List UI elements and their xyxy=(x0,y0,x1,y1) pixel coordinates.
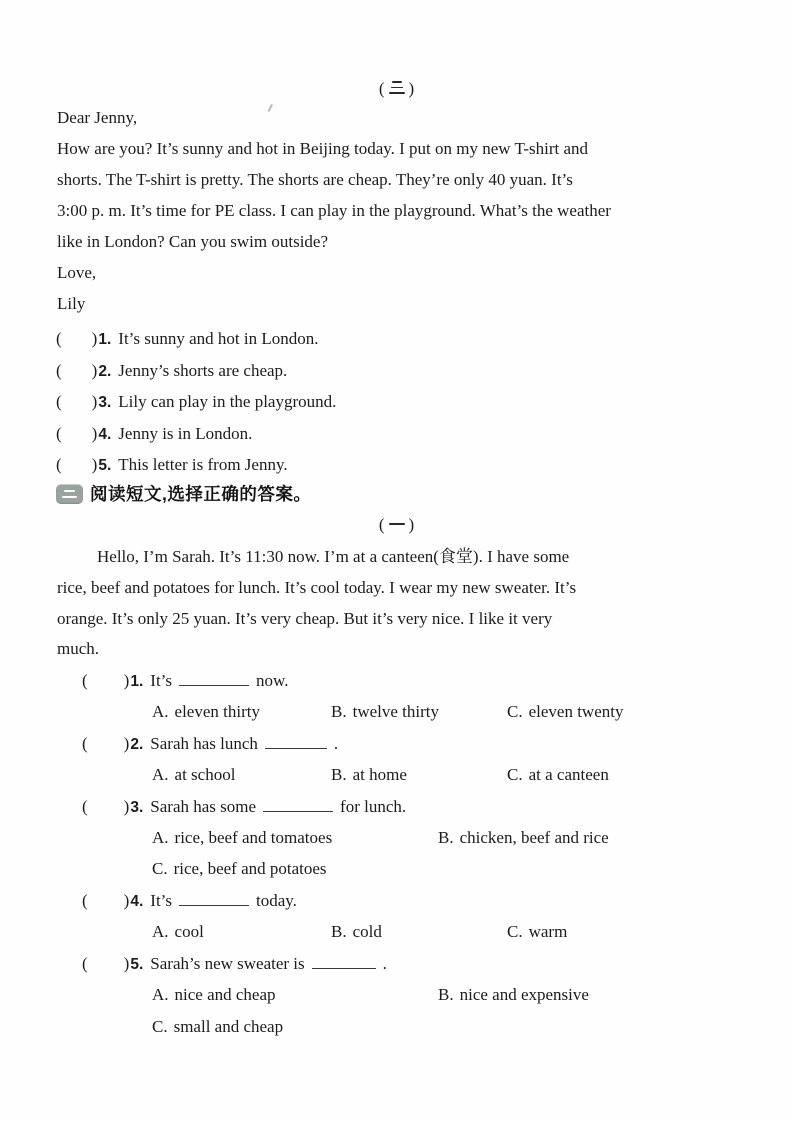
answer-paren-open: ( xyxy=(56,424,62,443)
question-text-after: today. xyxy=(256,891,297,910)
answer-paren-close: ) xyxy=(123,797,130,816)
option-c xyxy=(507,701,623,723)
question-5-options-row1 xyxy=(0,984,793,1006)
section-two-badge-icon xyxy=(56,484,83,504)
paren-close: ) xyxy=(408,515,415,534)
option-label: B. xyxy=(331,922,347,941)
option-text: at home xyxy=(352,765,407,784)
answer-paren-close: ) xyxy=(91,329,98,348)
answer-blank xyxy=(265,734,327,749)
question-1 xyxy=(82,670,288,693)
item-number: 5. xyxy=(98,457,112,474)
tf-text: This letter is from Jenny. xyxy=(118,455,288,474)
answer-paren-open: ( xyxy=(82,671,88,690)
answer-paren-close: ) xyxy=(123,734,130,753)
option-c xyxy=(507,921,567,943)
question-4-options xyxy=(0,921,793,943)
answer-paren-close: ) xyxy=(123,891,130,910)
hanzi-three-icon xyxy=(389,81,405,94)
item-number: 1. xyxy=(98,331,112,348)
tf-item-1 xyxy=(56,328,319,351)
question-number: 1. xyxy=(130,673,144,690)
tf-text: Lily can play in the playground. xyxy=(118,392,337,411)
answer-paren-close: ) xyxy=(91,455,98,474)
option-label: A. xyxy=(152,828,169,847)
option-text: at a canteen xyxy=(528,765,609,784)
letter-signature: Lily xyxy=(57,294,86,313)
option-c xyxy=(507,764,609,786)
option-text: at school xyxy=(174,765,236,784)
option-a xyxy=(152,764,235,786)
paren-close: ) xyxy=(408,79,415,98)
question-number: 5. xyxy=(130,956,144,973)
question-3-options-row2 xyxy=(0,858,793,880)
question-number: 2. xyxy=(130,736,144,753)
question-text-after: . xyxy=(382,954,387,973)
option-text: eleven thirty xyxy=(174,702,260,721)
question-3-options-row1 xyxy=(0,827,793,849)
option-text: eleven twenty xyxy=(528,702,624,721)
answer-paren-open: ( xyxy=(56,455,62,474)
answer-paren-close: ) xyxy=(91,424,98,443)
letter-line: like in London? Can you swim outside? xyxy=(57,232,329,251)
item-number: 4. xyxy=(98,426,112,443)
answer-paren-open: ( xyxy=(56,361,62,380)
option-text: nice and expensive xyxy=(459,985,589,1004)
option-text: cold xyxy=(352,922,382,941)
answer-paren-close: ) xyxy=(123,954,130,973)
option-b xyxy=(331,701,439,723)
tf-text: Jenny is in London. xyxy=(118,424,253,443)
answer-paren-close: ) xyxy=(91,392,98,411)
letter-line: shorts. The T-shirt is pretty. The shorts are cheap. They’re only 40 yuan. It’s xyxy=(57,170,573,189)
answer-blank xyxy=(312,954,376,969)
section-title: 阅读短文,选择正确的答案。 xyxy=(90,484,312,504)
question-1-options xyxy=(0,701,793,723)
option-a xyxy=(152,701,260,723)
question-text-after: . xyxy=(333,734,339,753)
option-text: rice, beef and tomatoes xyxy=(174,828,333,847)
paren-open: ( xyxy=(378,79,385,98)
option-label: B. xyxy=(331,765,347,784)
tf-item-2 xyxy=(56,360,287,383)
question-2-options xyxy=(0,764,793,786)
letter-salutation: Dear Jenny, xyxy=(57,108,138,127)
tf-text: It’s sunny and hot in London. xyxy=(118,329,319,348)
option-label: C. xyxy=(152,1017,168,1036)
option-label: A. xyxy=(152,702,169,721)
option-label: B. xyxy=(438,985,454,1004)
question-text-before: Sarah has some xyxy=(150,797,257,816)
option-text: warm xyxy=(528,922,568,941)
question-number: 4. xyxy=(130,893,144,910)
scan-artifact-mark xyxy=(267,104,276,114)
option-label: A. xyxy=(152,922,169,941)
option-label: B. xyxy=(438,828,454,847)
option-text: rice, beef and potatoes xyxy=(173,859,327,878)
option-label: C. xyxy=(152,859,168,878)
answer-paren-open: ( xyxy=(56,392,62,411)
passage-line: orange. It’s only 25 yuan. It’s very cheap. But it’s very nice. I like it very xyxy=(57,609,553,628)
option-c xyxy=(152,858,327,880)
hanzi-one-icon xyxy=(389,517,405,530)
option-label: B. xyxy=(331,702,347,721)
passage-one-title xyxy=(0,514,793,536)
option-b xyxy=(331,921,382,943)
option-label: C. xyxy=(507,765,523,784)
option-text: nice and cheap xyxy=(174,985,276,1004)
answer-paren-close: ) xyxy=(123,671,130,690)
option-text: cool xyxy=(174,922,204,941)
question-text-before: It’s xyxy=(150,671,173,690)
tf-item-5 xyxy=(56,454,288,477)
question-text-before: Sarah has lunch xyxy=(150,734,258,753)
passage-line: Hello, I’m Sarah. It’s 11:30 now. I’m at a canteen(食堂). I have some xyxy=(97,547,570,566)
question-text-before: It’s xyxy=(150,891,173,910)
letter-line: How are you? It’s sunny and hot in Beijing today. I put on my new T-shirt and xyxy=(57,139,589,158)
option-label: C. xyxy=(507,922,523,941)
answer-paren-open: ( xyxy=(82,954,88,973)
option-label: C. xyxy=(507,702,523,721)
option-b xyxy=(331,764,407,786)
answer-blank xyxy=(179,891,249,906)
passage-three-title xyxy=(0,78,793,100)
option-label: A. xyxy=(152,765,169,784)
option-a xyxy=(152,921,204,943)
question-2 xyxy=(82,733,338,756)
tf-item-4 xyxy=(56,423,252,446)
option-a xyxy=(152,827,332,849)
letter-line: 3:00 p. m. It’s time for PE class. I can play in the playground. What’s the weather xyxy=(57,201,611,220)
item-number: 3. xyxy=(98,394,112,411)
answer-paren-open: ( xyxy=(82,891,88,910)
tf-text: Jenny’s shorts are cheap. xyxy=(118,361,288,380)
question-number: 3. xyxy=(130,799,144,816)
answer-paren-open: ( xyxy=(82,797,88,816)
question-5 xyxy=(82,953,387,976)
answer-paren-close: ) xyxy=(91,361,98,380)
question-3 xyxy=(82,796,406,819)
question-text-after: for lunch. xyxy=(340,797,407,816)
paren-open: ( xyxy=(378,515,385,534)
question-4 xyxy=(82,890,297,913)
option-text: twelve thirty xyxy=(352,702,439,721)
option-text: chicken, beef and rice xyxy=(459,828,609,847)
answer-blank xyxy=(263,797,333,812)
option-c xyxy=(152,1016,283,1038)
question-5-options-row2 xyxy=(0,1016,793,1038)
letter-closing: Love, xyxy=(57,263,97,282)
answer-blank xyxy=(179,671,249,686)
passage-line: much. xyxy=(57,639,100,658)
option-label: A. xyxy=(152,985,169,1004)
option-b xyxy=(438,984,589,1006)
option-b xyxy=(438,827,609,849)
item-number: 2. xyxy=(98,363,112,380)
question-text-before: Sarah’s new sweater is xyxy=(150,954,305,973)
passage-line: rice, beef and potatoes for lunch. It’s cool today. I wear my new sweater. It’s xyxy=(57,578,577,597)
question-text-after: now. xyxy=(256,671,289,690)
option-a xyxy=(152,984,276,1006)
option-text: small and cheap xyxy=(173,1017,284,1036)
answer-paren-open: ( xyxy=(82,734,88,753)
answer-paren-open: ( xyxy=(56,329,62,348)
tf-item-3 xyxy=(56,391,336,414)
